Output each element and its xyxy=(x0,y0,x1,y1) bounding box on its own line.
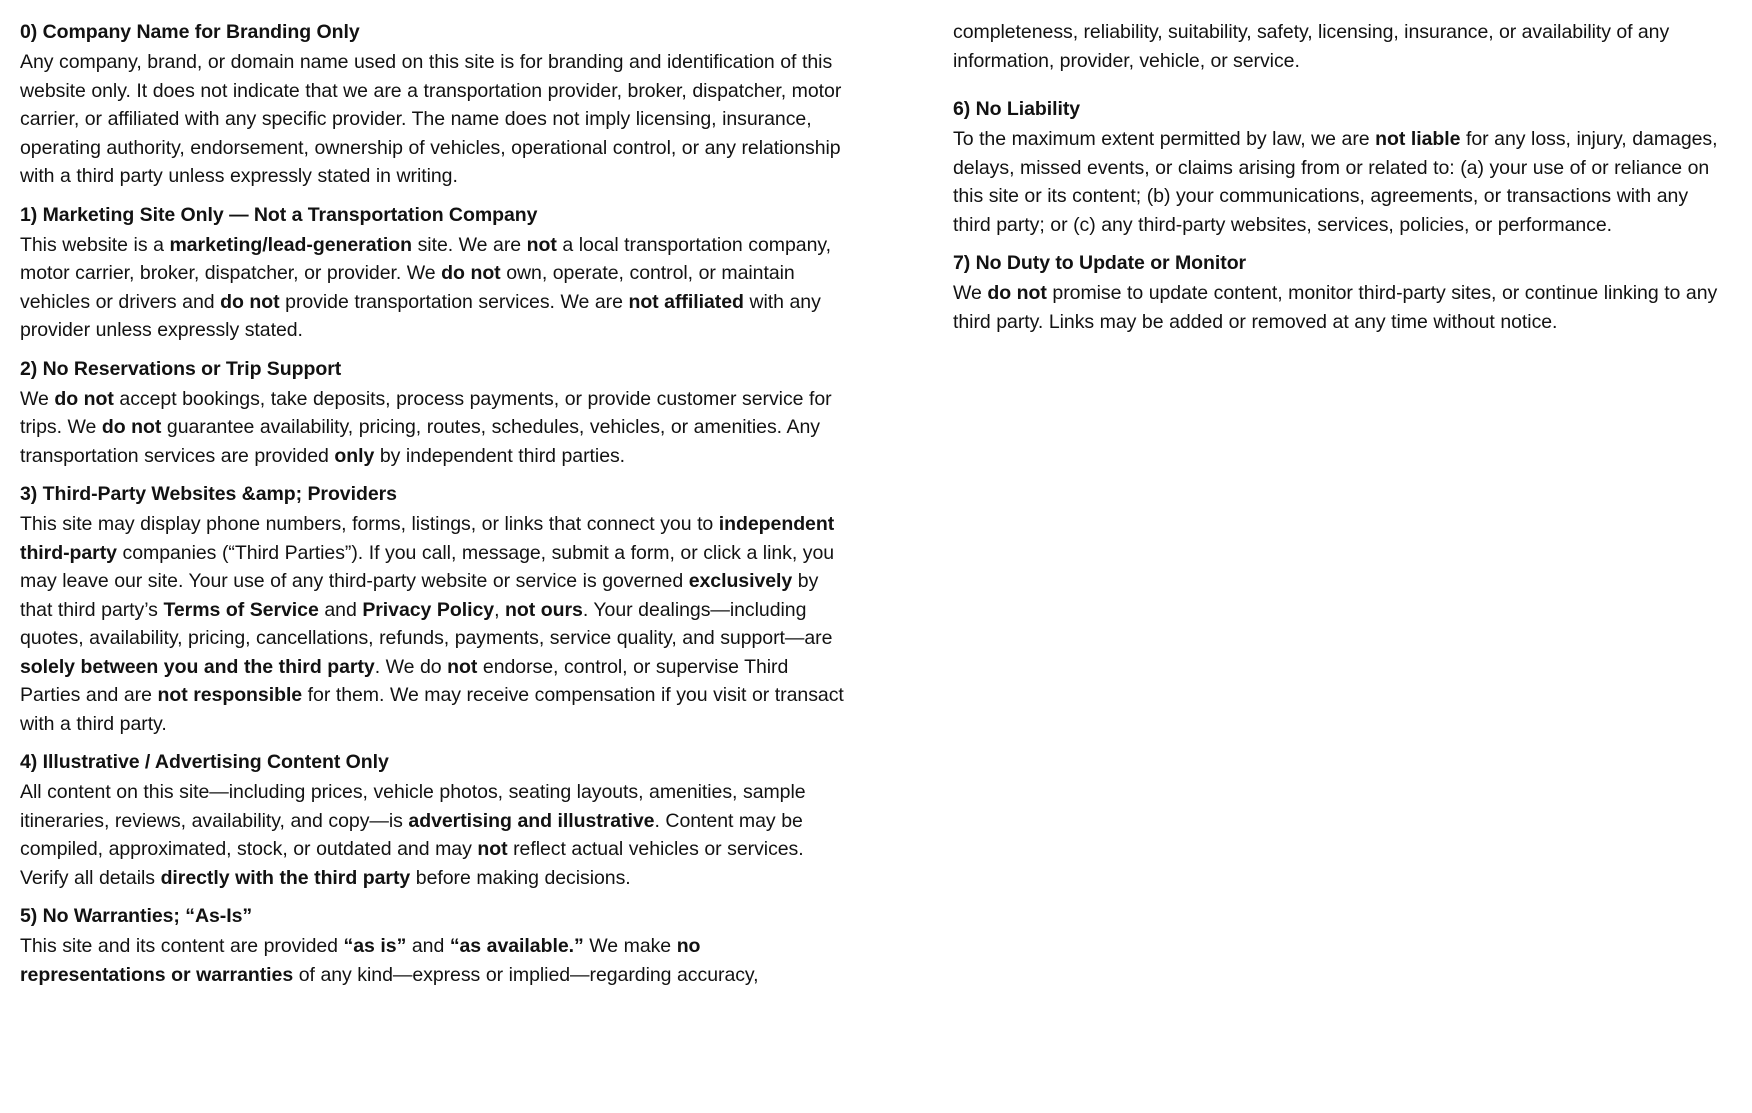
section-3-heading: 3) Third-Party Websites &amp; Providers xyxy=(20,483,397,505)
section-2-body: We do not accept bookings, take deposits, process payments, or provide customer service for trips. We do not guarantee availability, pricing, routes, schedules, vehicles, or amenities. Any transportation services are provided only by independent third parties. xyxy=(20,387,832,467)
left-column xyxy=(0,18,876,999)
section-4-heading: 4) Illustrative / Advertising Content Only xyxy=(20,751,389,773)
section-5 xyxy=(20,902,848,989)
section-6-heading: 6) No Liability xyxy=(953,98,1081,120)
section-3-body: This site may display phone numbers, forms, listings, or links that connect you to independent third-party companies (“Third Parties”). If you call, message, submit a form, or click a link, you may leave our site. Your use of any third-party website or service is governed exclusively by that third party’s Terms of Service and Privacy Policy, not ours. Your dealings—including quotes, availability, pricing, cancellations, refunds, payments, service quality, and support—are solely between you and the third party. We do not endorse, control, or supervise Third Parties and are not responsible for them. We may receive compensation if you visit or transact with a third party. xyxy=(20,513,844,735)
section-6-body: To the maximum extent permitted by law, we are not liable for any loss, injury, damages, delays, missed events, or claims arising from or related to: (a) your use of or reliance on this site or its content; (b) your communications, agreements, or transactions with any third party; or (c) any third-party websites, services, policies, or performance. xyxy=(953,128,1718,236)
section-1-heading: 1) Marketing Site Only — Not a Transportation Company xyxy=(20,203,538,226)
section-2 xyxy=(20,355,848,471)
section-6 xyxy=(953,95,1728,239)
section-7 xyxy=(953,249,1728,336)
section-1-body: This website is a marketing/lead-generation site. We are not a local transportation company, motor carrier, broker, dispatcher, or provider. We do not own, operate, control, or maintain vehicles or drivers and do not provide transportation services. We are not affiliated with any provider unless expressly stated. xyxy=(20,233,831,341)
section-7-body: We do not promise to update content, monitor third-party sites, or continue linking to any third party. Links may be added or removed at any time without notice. xyxy=(953,282,1718,333)
section-1 xyxy=(20,201,848,345)
section-5-body: This site and its content are provided “as is” and “as available.” We make no representations or warranties of any kind—express or implied—regarding accuracy, xyxy=(20,935,759,986)
section-0-heading: 0) Company Name for Branding Only xyxy=(20,21,360,43)
right-column xyxy=(876,18,1752,346)
continued-paragraph: completeness, reliability, suitability, safety, licensing, insurance, or availability of any information, provider, vehicle, or service. xyxy=(953,21,1670,72)
section-2-heading: 2) No Reservations or Trip Support xyxy=(20,357,342,380)
section-3 xyxy=(20,480,848,738)
section-4-body: All content on this site—including prices, vehicle photos, seating layouts, amenities, sample itineraries, reviews, availability, and copy—is advertising and illustrative. Content may be compiled, approximated, stock, or outdated and may not reflect actual vehicles or services. Verify all details directly with the third party before making decisions. xyxy=(20,781,806,889)
section-0-body: Any company, brand, or domain name used on this site is for branding and identification of this website only. It does not indicate that we are a transportation provider, broker, dispatcher, motor carrier, or affiliated with any specific provider. The name does not imply licensing, insurance, operating authority, endorsement, ownership of vehicles, operational control, or any relationship with a third party unless expressly stated in writing. xyxy=(20,51,842,187)
section-7-heading: 7) No Duty to Update or Monitor xyxy=(953,252,1247,274)
section-4 xyxy=(20,748,848,892)
section-0 xyxy=(20,18,848,191)
section-5-heading: 5) No Warranties; “As-Is” xyxy=(20,905,253,927)
